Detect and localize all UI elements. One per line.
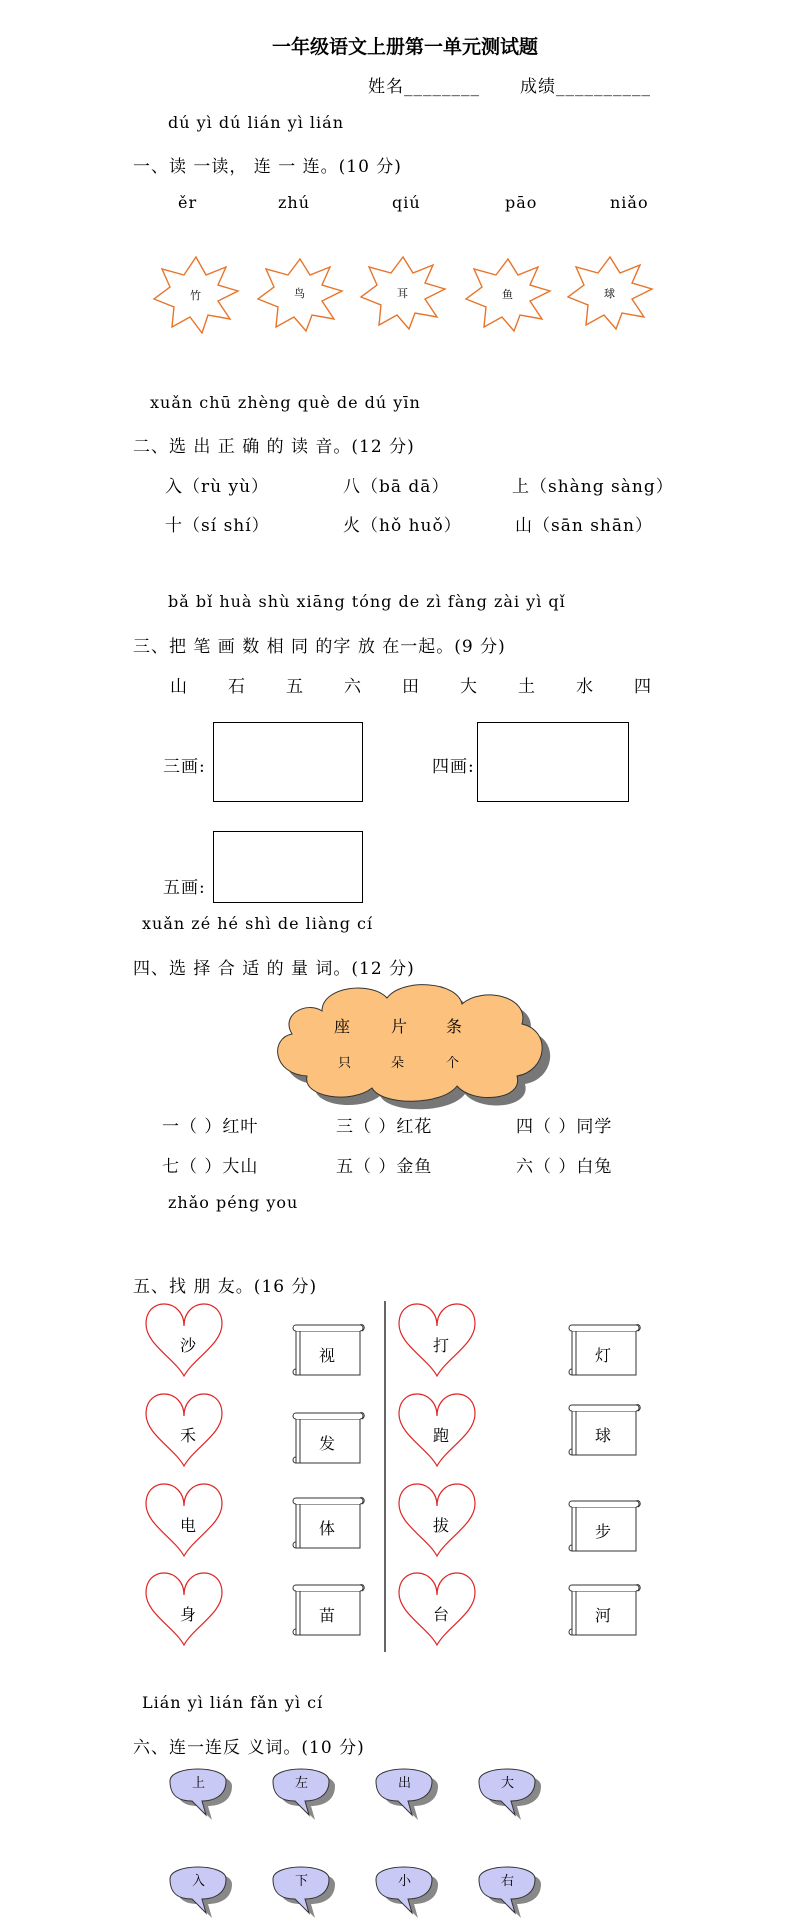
- s4-item[interactable]: 七（ ）大山: [162, 1157, 259, 1177]
- s3-char: 山: [170, 677, 188, 697]
- name-field[interactable]: 姓名________: [368, 77, 480, 97]
- s1-syllable: zhú: [278, 193, 311, 212]
- four-stroke-label: 四画:: [432, 757, 475, 777]
- five-stroke-label: 五画:: [163, 878, 206, 898]
- s2-item[interactable]: 八（bā dā）: [343, 477, 450, 497]
- s2-item[interactable]: 火（hǒ huǒ）: [343, 516, 462, 536]
- star-label: 鱼: [502, 288, 513, 301]
- s3-heading: 三、把 笔 画 数 相 同 的字 放 在一起。(9 分): [133, 637, 506, 657]
- bubble-word[interactable]: 左: [295, 1776, 309, 1791]
- s2-item[interactable]: 山（sān shān）: [515, 516, 653, 536]
- heart-word[interactable]: 身: [180, 1605, 197, 1624]
- s4-item[interactable]: 四（ ）同学: [516, 1117, 613, 1137]
- scroll-word[interactable]: 步: [595, 1522, 612, 1541]
- bubble-word[interactable]: 下: [295, 1874, 309, 1889]
- s4-item[interactable]: 三（ ）红花: [336, 1117, 433, 1137]
- s4-pinyin: xuǎn zé hé shì de liàng cí: [142, 914, 374, 933]
- page-title: 一年级语文上册第一单元测试题: [272, 36, 539, 58]
- cloud-word: [338, 1052, 351, 1061]
- s3-char: 六: [344, 677, 362, 697]
- heart-word[interactable]: 跑: [433, 1426, 450, 1445]
- heart-word[interactable]: 台: [433, 1605, 450, 1624]
- s1-syllable: ěr: [178, 193, 198, 212]
- bubble-word[interactable]: 出: [398, 1776, 412, 1791]
- s3-char: 水: [576, 677, 594, 697]
- bubble-word[interactable]: 入: [192, 1874, 206, 1889]
- s4-item[interactable]: 五（ ）金鱼: [336, 1157, 433, 1177]
- s5-heading: 五、找 朋 友。(16 分): [133, 1277, 318, 1297]
- scroll-word[interactable]: 发: [319, 1434, 336, 1453]
- s4-item[interactable]: 六（ ）白兔: [516, 1157, 613, 1177]
- s2-item[interactable]: 入（rù yù）: [165, 477, 270, 497]
- s2-heading: 二、选 出 正 确 的 读 音。(12 分): [133, 437, 415, 457]
- cloud-icon: [262, 976, 562, 1106]
- s2-item[interactable]: 上（shàng sàng）: [512, 477, 674, 497]
- scroll-word[interactable]: 视: [319, 1346, 336, 1365]
- cloud-word: [391, 1052, 404, 1061]
- bubble-word[interactable]: 小: [398, 1874, 412, 1889]
- four-stroke-box[interactable]: [477, 722, 629, 802]
- star-label: 耳: [397, 287, 408, 300]
- heart-word[interactable]: 拔: [433, 1516, 450, 1535]
- scroll-word[interactable]: 苗: [319, 1606, 336, 1625]
- five-stroke-box[interactable]: [213, 831, 363, 903]
- score-field[interactable]: 成绩__________: [520, 77, 651, 97]
- cloud-word: 条: [446, 1017, 463, 1036]
- heart-word[interactable]: 禾: [180, 1426, 197, 1445]
- s4-heading: 四、选 择 合 适 的 量 词。(12 分): [133, 959, 415, 979]
- heart-word[interactable]: 打: [433, 1336, 450, 1355]
- scroll-word[interactable]: 球: [595, 1426, 612, 1445]
- cloud-word: 座: [334, 1017, 351, 1036]
- s3-char: 土: [518, 677, 536, 697]
- star-label: 竹: [190, 289, 201, 302]
- s2-item[interactable]: 十（sí shí）: [165, 516, 270, 536]
- heart-and-scroll-icons: [0, 1295, 800, 1655]
- s1-syllable: pāo: [505, 193, 538, 212]
- s6-heading: 六、连一连反 义词。(10 分): [133, 1738, 365, 1758]
- star-label: 鸟: [294, 287, 305, 300]
- cloud-word: 片: [391, 1017, 408, 1036]
- star-label: 球: [604, 287, 615, 300]
- cloud-word: [446, 1052, 459, 1061]
- heart-word[interactable]: 沙: [180, 1336, 197, 1355]
- scroll-word[interactable]: 河: [595, 1606, 612, 1625]
- s3-char: 四: [634, 677, 652, 697]
- scroll-word[interactable]: 灯: [595, 1346, 612, 1365]
- bubble-word[interactable]: 右: [501, 1874, 515, 1889]
- heart-word[interactable]: 电: [180, 1516, 197, 1535]
- three-stroke-label: 三画:: [163, 757, 206, 777]
- s1-syllable: qiú: [392, 193, 421, 212]
- s2-pinyin: xuǎn chū zhèng què de dú yīn: [150, 393, 421, 412]
- s3-char: 田: [402, 677, 420, 697]
- scroll-word[interactable]: 体: [319, 1519, 336, 1538]
- s1-pinyin: dú yì dú lián yì lián: [168, 113, 344, 132]
- three-stroke-box[interactable]: [213, 722, 363, 802]
- s1-heading: 一、读 一读， 连 一 连。(10 分): [133, 157, 402, 177]
- s3-pinyin: bǎ bǐ huà shù xiāng tóng de zì fàng zài yì qǐ: [168, 592, 566, 611]
- bubble-word[interactable]: 大: [501, 1776, 515, 1791]
- bubble-word[interactable]: 上: [192, 1776, 206, 1791]
- s4-item[interactable]: 一（ ）红叶: [162, 1117, 259, 1137]
- s6-pinyin: Lián yì lián fǎn yì cí: [142, 1693, 324, 1712]
- s3-char: 五: [286, 677, 304, 697]
- s1-syllable: niǎo: [610, 193, 649, 212]
- s5-pinyin: zhǎo péng you: [168, 1193, 299, 1212]
- s3-char: 石: [228, 677, 246, 697]
- s3-char: 大: [460, 677, 478, 697]
